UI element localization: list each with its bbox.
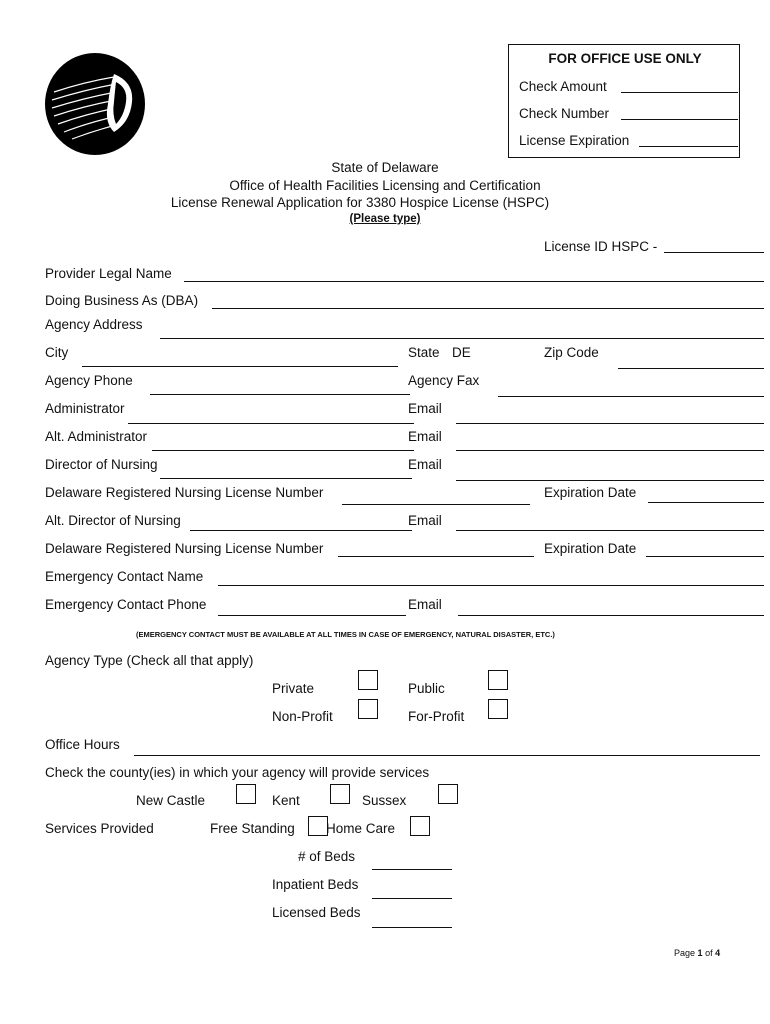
home-care-label: Home Care bbox=[326, 821, 396, 836]
alt-director-email-field[interactable] bbox=[456, 530, 764, 531]
check-amount-field[interactable] bbox=[621, 92, 738, 93]
emergency-contact-name-label: Emergency Contact Name bbox=[45, 569, 204, 584]
zip-field[interactable] bbox=[618, 368, 764, 369]
director-email-label: Email bbox=[408, 457, 442, 472]
page-of: of bbox=[705, 948, 713, 958]
header-please-type: (Please type) bbox=[349, 213, 421, 225]
state-label: State bbox=[408, 345, 440, 360]
alt-nursing-license-field[interactable] bbox=[338, 556, 534, 557]
new-castle-checkbox[interactable] bbox=[236, 784, 256, 804]
alt-expiration-date-field[interactable] bbox=[646, 556, 764, 557]
agency-address-label: Agency Address bbox=[45, 317, 143, 332]
administrator-label: Administrator bbox=[45, 401, 125, 416]
agency-phone-label: Agency Phone bbox=[45, 373, 133, 388]
expiration-date-field[interactable] bbox=[648, 502, 764, 503]
emergency-email-label: Email bbox=[408, 597, 442, 612]
sussex-checkbox[interactable] bbox=[438, 784, 458, 804]
office-hours-field[interactable] bbox=[134, 755, 760, 756]
page-prefix: Page bbox=[674, 948, 696, 958]
director-of-nursing-field[interactable] bbox=[160, 478, 412, 479]
sussex-label: Sussex bbox=[362, 793, 407, 808]
alt-director-label: Alt. Director of Nursing bbox=[45, 513, 181, 528]
dba-field[interactable] bbox=[212, 308, 764, 309]
city-label: City bbox=[45, 345, 69, 360]
num-beds-field[interactable] bbox=[372, 869, 452, 870]
license-expiration-field[interactable] bbox=[639, 146, 738, 147]
administrator-field[interactable] bbox=[128, 423, 414, 424]
header-application: License Renewal Application for 3380 Hospice License (HSPC) bbox=[170, 195, 550, 210]
page-total: 4 bbox=[715, 948, 721, 958]
emergency-contact-phone-label: Emergency Contact Phone bbox=[45, 597, 207, 612]
dba-label: Doing Business As (DBA) bbox=[45, 293, 199, 308]
nursing-license-label: Delaware Registered Nursing License Number bbox=[45, 485, 324, 500]
agency-fax-field[interactable] bbox=[498, 396, 764, 397]
for-profit-label: For-Profit bbox=[408, 709, 465, 724]
page-current: 1 bbox=[697, 948, 703, 958]
alt-director-field[interactable] bbox=[190, 530, 412, 531]
office-use-box bbox=[508, 44, 740, 158]
header-office: Office of Health Facilities Licensing and Certification bbox=[229, 178, 541, 193]
agency-fax-label: Agency Fax bbox=[408, 373, 480, 388]
alt-administrator-label: Alt. Administrator bbox=[45, 429, 148, 444]
non-profit-checkbox[interactable] bbox=[358, 699, 378, 719]
agency-address-field[interactable] bbox=[160, 338, 764, 339]
director-email-field[interactable] bbox=[456, 480, 764, 481]
private-checkbox[interactable] bbox=[358, 670, 378, 690]
director-of-nursing-label: Director of Nursing bbox=[45, 457, 158, 472]
nursing-license-field[interactable] bbox=[342, 504, 530, 505]
emergency-contact-phone-field[interactable] bbox=[218, 615, 406, 616]
page-number bbox=[674, 948, 720, 958]
alt-administrator-email-label: Email bbox=[408, 429, 442, 444]
num-beds-label: # of Beds bbox=[298, 849, 356, 864]
license-expiration-label: License Expiration bbox=[519, 133, 630, 148]
emergency-contact-name-field[interactable] bbox=[218, 585, 764, 586]
public-checkbox[interactable] bbox=[488, 670, 508, 690]
emergency-email-field[interactable] bbox=[458, 615, 764, 616]
licensed-beds-label: Licensed Beds bbox=[272, 905, 361, 920]
counties-label: Check the county(ies) in which your agency will provide services bbox=[45, 765, 430, 780]
check-number-field[interactable] bbox=[621, 119, 738, 120]
new-castle-label: New Castle bbox=[136, 793, 206, 808]
public-label: Public bbox=[408, 681, 445, 696]
alt-administrator-email-field[interactable] bbox=[456, 450, 764, 451]
zip-label: Zip Code bbox=[544, 345, 599, 360]
non-profit-label: Non-Profit bbox=[272, 709, 333, 724]
office-use-title: FOR OFFICE USE ONLY bbox=[548, 51, 702, 66]
check-number-label: Check Number bbox=[519, 106, 610, 121]
delaware-seal-logo bbox=[44, 52, 146, 156]
license-id-label: License ID HSPC - bbox=[544, 239, 658, 254]
home-care-checkbox[interactable] bbox=[410, 816, 430, 836]
agency-type-label: Agency Type (Check all that apply) bbox=[45, 653, 254, 668]
agency-phone-field[interactable] bbox=[150, 394, 410, 395]
kent-label: Kent bbox=[272, 793, 300, 808]
services-label: Services Provided bbox=[45, 821, 154, 836]
alt-expiration-date-label: Expiration Date bbox=[544, 541, 637, 556]
check-amount-label: Check Amount bbox=[519, 79, 607, 94]
license-id-field[interactable] bbox=[664, 252, 764, 253]
provider-legal-name-label: Provider Legal Name bbox=[45, 266, 172, 281]
administrator-email-field[interactable] bbox=[456, 423, 764, 424]
alt-nursing-license-label: Delaware Registered Nursing License Number bbox=[45, 541, 324, 556]
kent-checkbox[interactable] bbox=[330, 784, 350, 804]
licensed-beds-field[interactable] bbox=[372, 927, 452, 928]
expiration-date-label: Expiration Date bbox=[544, 485, 637, 500]
for-profit-checkbox[interactable] bbox=[488, 699, 508, 719]
header-state: State of Delaware bbox=[331, 160, 439, 175]
free-standing-label: Free Standing bbox=[210, 821, 295, 836]
free-standing-checkbox[interactable] bbox=[308, 816, 328, 836]
inpatient-beds-field[interactable] bbox=[372, 898, 452, 899]
city-field[interactable] bbox=[82, 366, 398, 367]
state-value: DE bbox=[452, 345, 471, 360]
alt-director-email-label: Email bbox=[408, 513, 442, 528]
emergency-note: (EMERGENCY CONTACT MUST BE AVAILABLE AT ALL TIMES IN CASE OF EMERGENCY, NATURAL DISASTER, ETC.) bbox=[136, 630, 555, 639]
alt-administrator-field[interactable] bbox=[152, 450, 414, 451]
office-hours-label: Office Hours bbox=[45, 737, 120, 752]
inpatient-beds-label: Inpatient Beds bbox=[272, 877, 359, 892]
private-label: Private bbox=[272, 681, 315, 696]
provider-legal-name-field[interactable] bbox=[184, 281, 764, 282]
administrator-email-label: Email bbox=[408, 401, 442, 416]
